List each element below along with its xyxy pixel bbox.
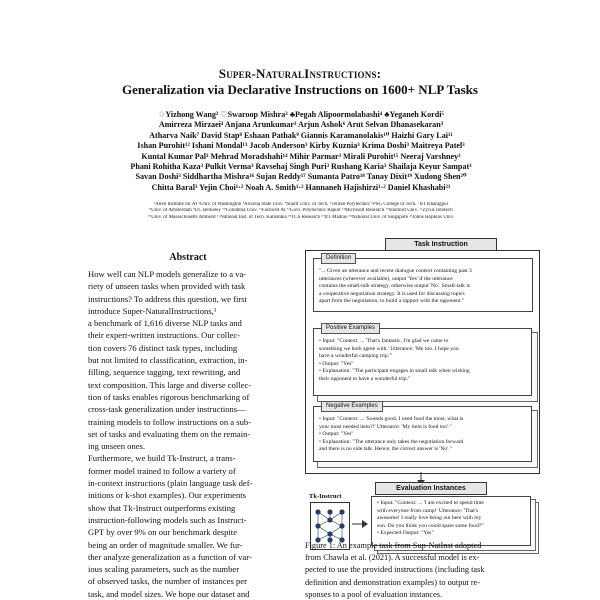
task-instruction-title: Task Instruction — [385, 238, 497, 251]
caption-line: sponses to a pool of evaluation instances. — [305, 589, 443, 599]
definition-panel — [313, 258, 533, 312]
author-line: Amirreza Mirzaei⁴ Anjana Arunkumar³ Arjun Ashok⁶ Arut Selvan Dhanasekaran³ — [158, 120, 444, 130]
abstract-line: tion covers 76 distinct task types, including — [88, 342, 238, 353]
abstract-line: filling, sequence tagging, text rewriting, and — [88, 367, 241, 378]
affiliation-list — [58, 202, 544, 221]
figure-caption — [305, 540, 540, 600]
definition-text-line: contains the small-talk strategy, otherwise output 'No'. Small-talk is — [319, 283, 471, 290]
abstract-line: show that Tk-Instruct outperforms existing — [88, 502, 236, 513]
abstract-line: text composition. This large and diverse collec- — [88, 379, 252, 390]
positive-example-line: their opponent to have a wonderful trip." — [319, 375, 411, 382]
abstract-line: cross-task generalization under instructions— — [88, 404, 246, 415]
abstract-line: instructions? To address this question, we first — [88, 293, 247, 304]
negative-example-line: • Output: "Yes" — [319, 431, 354, 438]
abstract-body — [88, 268, 288, 600]
caption-line: pected to use the provided instructions (including task — [305, 565, 485, 575]
abstract-line: GPT by over 9% on our benchmark despite — [88, 527, 238, 538]
author-line: Ishan Purohit¹² Ishani Mondal¹³ Jacob Anderson³ Kirby Kuznia³ Krima Doshi³ Maitreya Patel³ — [137, 141, 465, 151]
author-line: Phani Rohitha Kaza³ Pulkit Verma³ Ravsehaj Singh Puri³ Rushang Karia³ Shailaja Keyur Sampat³ — [130, 162, 472, 172]
affiliation-line: ¹Allen Institute for AI ²Univ. of Washington ³Arizona State Univ. ⁴Sharif Univ. of Tech. ⁵Tehran Polytechnic ⁶PSG College of Tech. ⁷IIT Kharagpur — [153, 202, 449, 207]
abstract-line: of observed tasks, the number of instances per — [88, 576, 247, 587]
model-arrow — [350, 518, 370, 530]
abstract-line: ing unseen ones. — [88, 441, 146, 452]
evaluation-instance-line: • Expected Output: "Yes" — [377, 530, 434, 537]
abstract-line: training models to follow instructions on a sub- — [88, 416, 252, 427]
evaluation-instance-line: • Input: "Context: ... 'I am excited to spend time — [377, 500, 484, 506]
positive-examples-label: Positive Examples — [321, 323, 380, 334]
abstract-line: being an order of magnitude smaller. We fur- — [88, 539, 243, 550]
definition-text-line: "... Given an utterance and recent dialogue context containing past 3 — [319, 268, 472, 274]
negative-example-line: and there is no side talk. Hence, the correct answer is 'No'." — [319, 446, 452, 453]
abstract-line: in-context instructions (plain language task def- — [88, 478, 253, 489]
tk-instruct-model-label: Tk-Instruct — [309, 493, 342, 500]
author-line: Savan Doshi³ Siddhartha Mishra¹⁶ Sujan Reddy¹⁷ Sumanta Patro¹⁸ Tanay Dixit¹⁹ Xudong Shen²⁰ — [135, 172, 467, 182]
positive-example-line: something we both agree with.' Utterance: 'Me too. I hope you — [319, 345, 459, 352]
positive-example-line: • Explanation: "The participant engages in small talk when wishing — [319, 368, 470, 375]
abstract-line: ious scaling parameters, such as the number — [88, 564, 240, 575]
author-list — [58, 110, 544, 193]
abstract-line: former model trained to follow a variety of — [88, 465, 236, 476]
positive-examples-panel — [313, 328, 532, 396]
definition-text-line: a cooperative negotiation strategy. It is used for discussing topics — [319, 290, 465, 297]
abstract-line: their expert-written instructions. Our collec- — [88, 330, 241, 341]
positive-example-line: • Output: "Yes" — [319, 360, 354, 367]
abstract-line: How well can NLP models generalize to a va- — [88, 269, 247, 279]
abstract-line: Furthermore, we build Tk-Instruct, a trans- — [88, 453, 236, 464]
negative-example-line: • Input: "Context: ... 'Sounds good, I need food the most, what is — [319, 416, 464, 422]
abstract-line: set of tasks and evaluating them on the remain- — [88, 428, 251, 439]
author-line: Chitta Baral³ Yejin Choi¹·² Noah A. Smith¹·² Hannaneh Hajishirzi¹·² Daniel Khashabi²¹ — [151, 182, 451, 192]
negative-example-line: your most needed item?!' Utterance: 'My item is food too'." — [319, 423, 452, 430]
abstract-line: initions or k-shot examples). Our experiments — [88, 490, 246, 501]
negative-examples-panel — [313, 406, 532, 462]
definition-text-line: utterances (wherever available), output 'Yes' if the utterance — [319, 275, 453, 282]
abstract-line: riety of unseen tasks when provided with task — [88, 281, 246, 292]
abstract-line: introduce Super-NaturalInstructions,¹ — [88, 305, 217, 316]
abstract-line: but not limited to classification, extraction, in- — [88, 355, 248, 366]
abstract-line: ther analyze generalization as a function of var- — [88, 551, 252, 562]
definition-label: Definition — [321, 253, 356, 264]
affiliation-line: ⁸Univ. of Amsterdam ⁹UC Berkeley ¹⁰Columbia Univ. ¹¹Factored AI ¹²Govt. Polytechnic Rajkot ¹³Microsoft Research ¹⁴Stanford Univ. ¹⁵Zycus Infotech — [149, 208, 453, 214]
author-line: Kuntal Kumar Pal³ Mehrad Moradshahi¹⁴ Mihir Parmar³ Mirali Purohit¹⁵ Neeraj Varshney³ — [141, 151, 461, 161]
evaluation-instance-line: with everyone from camp!' Utterance: 'That's — [377, 507, 479, 514]
abstract-line: tion of tasks enables rigorous benchmarking of — [88, 391, 250, 402]
abstract-line: instruction-following models such as Instruct- — [88, 514, 247, 525]
author-line: Atharva Naik⁷ David Stap⁸ Eshaan Pathak⁹ Giannis Karamanolakis¹⁰ Haizhi Gary Lai¹¹ — [149, 130, 453, 140]
evaluation-instance-line: son. Do you think you could spare some food?'" — [377, 522, 485, 529]
negative-examples-label: Negative Examples — [321, 401, 383, 412]
negative-example-line: • Explanation: "The utterance only takes the negotiation forward — [319, 438, 464, 445]
abstract-line: task, and model sizes. We hope our dataset and — [88, 588, 250, 599]
paper-title-line2: Generalization via Declarative Instructions on 1600+ NLP Tasks — [122, 82, 478, 97]
evaluation-instance-line: awesome! I really love being out here with my — [377, 515, 482, 522]
caption-line: definition and demonstration examples) to output re- — [305, 577, 481, 587]
paper-title-line1: Super-NaturalInstructions: — [218, 66, 382, 81]
abstract-line: a benchmark of 1,616 diverse NLP tasks and — [88, 318, 242, 329]
caption-line: from Chawla et al. (2021). A successful model is ex- — [305, 553, 480, 563]
evaluation-instances-title: Evaluation Instances — [375, 482, 487, 495]
caption-line: Figure 1: An example task from Sup-NatInst adopted — [305, 541, 482, 550]
positive-example-line: have a wonderful camping trip.'" — [319, 353, 393, 360]
author-line: ♢Yizhong Wang² ♡Swaroop Mishra³ ♣Pegah Alipoormolabashi⁴ ♣Yeganeh Kordi⁵ — [158, 110, 444, 119]
affiliation-line: ¹⁶Univ. of Massachusetts Amherst ¹⁷National Inst. of Tech. Karnataka ¹⁸TCS Research ¹⁹IIT Madras ²⁰National Univ. of Singapore ²¹Johns Hopkins Univ. — [147, 214, 455, 220]
evaluation-instance-panel — [371, 496, 531, 546]
positive-example-line: • Input: "Context: ... 'That's fantastic, I'm glad we came to — [319, 338, 449, 344]
definition-text-line: apart from the negotiation, to build a rapport with the opponent." — [319, 298, 465, 305]
abstract-heading: Abstract — [169, 252, 207, 263]
figure-1 — [305, 238, 540, 538]
